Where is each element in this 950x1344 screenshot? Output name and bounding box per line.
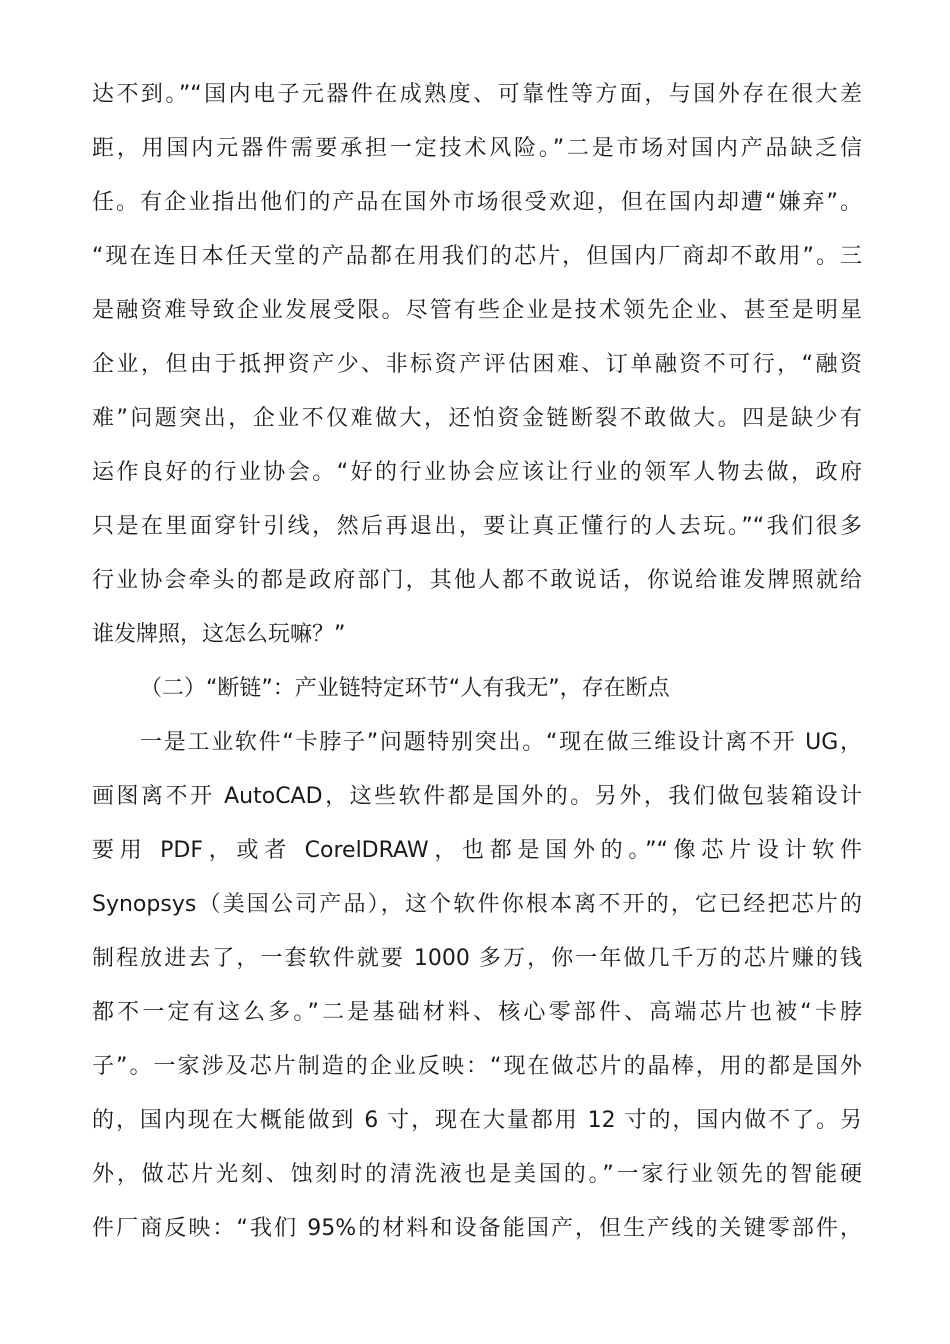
text-line: 达不到。”“国内电子元器件在成熟度、可靠性等方面，与国外存在很大差: [92, 82, 862, 107]
text-line: 外，做芯片光刻、蚀刻时的清洗液也是美国的。”一家行业领先的智能硬: [92, 1162, 862, 1187]
text-line: 运作良好的行业协会。“好的行业协会应该让行业的领军人物去做，政府: [92, 460, 862, 485]
text-line: 谁发牌照，这怎么玩嘛？”: [92, 622, 346, 647]
text-line: 企业，但由于抵押资产少、非标资产评估困难、订单融资不可行，“融资: [92, 352, 862, 377]
text-line: 件厂商反映：“我们 95%的材料和设备能国产，但生产线的关键零部件，: [92, 1216, 862, 1241]
text-line: 只是在里面穿针引线，然后再退出，要让真正懂行的人去玩。”“我们很多: [92, 514, 862, 539]
text-line: 都不一定有这么多。”二是基础材料、核心零部件、高端芯片也被“卡脖: [92, 1000, 862, 1025]
text-line: Synopsys（美国公司产品），这个软件你根本离不开的，它已经把芯片的: [92, 892, 862, 917]
text-line: 子”。一家涉及芯片制造的企业反映：“现在做芯片的晶棒，用的都是国外: [92, 1054, 862, 1079]
text-line: 距，用国内元器件需要承担一定技术风险。”二是市场对国内产品缺乏信: [92, 136, 862, 161]
text-line: 画图离不开 AutoCAD，这些软件都是国外的。另外，我们做包装箱设计: [92, 784, 862, 809]
text-line: 难”问题突出，企业不仅难做大，还怕资金链断裂不敢做大。四是缺少有: [92, 406, 862, 431]
text-line: 要用 PDF，或者 CorelDRAW，也都是国外的。”“像芯片设计软件: [92, 838, 862, 863]
section-heading: （二）“断链”：产业链特定环节“人有我无”，存在断点: [140, 676, 670, 701]
text-line: 任。有企业指出他们的产品在国外市场很受欢迎，但在国内却遭“嫌弃”。: [92, 190, 862, 215]
text-line: 是融资难导致企业发展受限。尽管有些企业是技术领先企业、甚至是明星: [92, 298, 862, 323]
text-line: “现在连日本任天堂的产品都在用我们的芯片，但国内厂商却不敢用”。三: [92, 244, 862, 269]
text-line: 的，国内现在大概能做到 6 寸，现在大量都用 12 寸的，国内做不了。另: [92, 1108, 862, 1133]
text-line: 一是工业软件“卡脖子”问题特别突出。“现在做三维设计离不开 UG，: [140, 730, 862, 755]
text-line: 制程放进去了，一套软件就要 1000 多万，你一年做几千万的芯片赚的钱: [92, 946, 862, 971]
text-line: 行业协会牵头的都是政府部门，其他人都不敢说话，你说给谁发牌照就给: [92, 568, 862, 593]
